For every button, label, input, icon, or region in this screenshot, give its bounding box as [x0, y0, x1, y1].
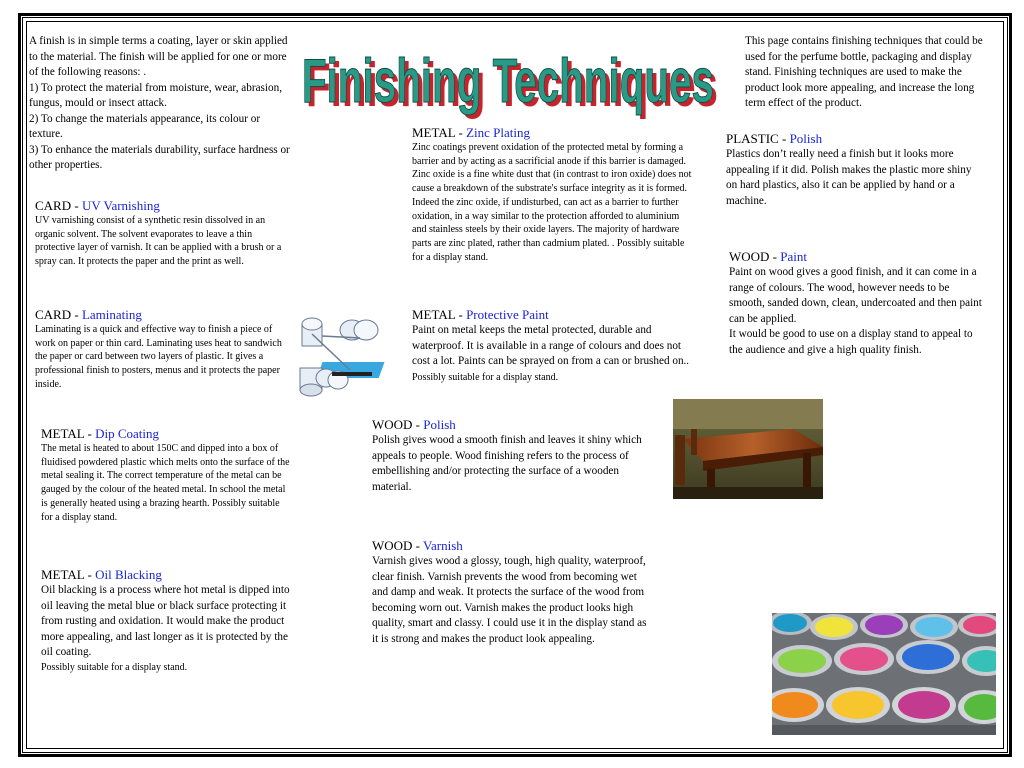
section-metal-dip-coating: [41, 426, 293, 524]
section-body-continued: It would be good to use on a display stand to appeal to the audience and give a high quality finish.: [729, 328, 973, 356]
section-material: WOOD -: [372, 417, 424, 432]
section-metal-protective-paint: [412, 307, 694, 385]
section-body: Laminating is a quick and effective way to finish a piece of work on paper or thin card. Laminating uses heat to sandwich the paper or card between two layers of plastic. It gives a professional finish to posters, menus and it protects the paper inside.: [35, 324, 282, 390]
section-body: Varnish gives wood a glossy, tough, high quality, waterproof, clear finish. Varnish prevents the wood from becoming wet and damp and weak. It protects the surface of the wood from becoming worn out. Varnish makes the product looks high quality, smart and classy. I could use it in the display stand as it is strong and makes the product look appealing.: [372, 555, 647, 645]
intro-reason-3: 3) To enhance the materials durability, surface hardness or other properties.: [29, 143, 290, 171]
section-body: Zinc coatings prevent oxidation of the protected metal by forming a barrier and by acting as a sacrificial anode if this barrier is damaged. Zinc oxide is a fine white dust that (in contrast to iron oxide) does not cause a breakdown of the substrate's surface integrity as it is formed. Indeed the zinc oxide, if undisturbed, can act as a barrier to further oxidation, in a way similar to the protection afforded to aluminium and stainless steels by their oxide layers. The majority of hardware parts are zinc plated, rather than cadmium plated. . Possibly suitable for a display stand.: [412, 142, 692, 263]
section-body: Polish gives wood a smooth finish and leaves it shiny which appeals to people. Wood finishing refers to the process of embellishing and/or protecting the surface of a wooden material.: [372, 434, 642, 493]
section-wood-varnish: [372, 538, 652, 647]
section-note: . Possibly suitable for a display stand.: [412, 356, 689, 383]
paint-cans-photo: [772, 613, 996, 735]
section-material: WOOD -: [372, 538, 424, 553]
section-plastic-polish: [726, 131, 978, 209]
wooden-table-photo: [673, 399, 823, 499]
section-technique: Dip Coating: [95, 426, 159, 441]
section-card-laminating: [35, 307, 287, 392]
section-body: Paint on wood gives a good finish, and it can come in a range of colours. The wood, however needs to be smooth, sanded down, clean, undercoated and then paint can be applied.: [729, 266, 982, 325]
section-technique: Polish: [423, 417, 456, 432]
section-metal-zinc-plating: [412, 125, 694, 264]
section-material: CARD -: [35, 198, 82, 213]
section-card-uv-varnishing: [35, 198, 287, 269]
intro-block: [29, 34, 291, 174]
section-body: Plastics don’t really need a finish but it looks more appealing if it did. Polish makes the plastic more shiny on hard plastics, also it can be applied by hand or a machine.: [726, 148, 972, 207]
title-text: Finishing Techniques: [302, 47, 714, 116]
section-technique: Zinc Plating: [466, 125, 530, 140]
section-material: METAL -: [41, 567, 96, 582]
section-material: PLASTIC -: [726, 131, 790, 146]
intro-reason-2: 2) To change the materials appearance, its colour or texture.: [29, 112, 261, 140]
section-technique: Protective Paint: [466, 307, 549, 322]
section-wood-polish: [372, 417, 654, 495]
section-material: METAL -: [412, 125, 467, 140]
section-metal-oil-blacking: [41, 567, 293, 674]
section-technique: UV Varnishing: [81, 198, 160, 213]
intro-paragraph: A finish is in simple terms a coating, layer or skin applied to the material. The finish will be applied for one or more of the following reasons: .: [29, 35, 288, 78]
section-body: Paint on metal keeps the metal protected, durable and waterproof. It is available in a range of colours and does not cost a lot. Paints can be sprayed on from a can or brushed on.: [412, 324, 687, 367]
section-body: UV varnishing consist of a synthetic resin dissolved in an organic solvent. The solvent evaporates to leave a thin protective layer of varnish. It can be applied with a brush or a spray can. It protects the paper and the print as well.: [35, 215, 282, 268]
section-note: Possibly suitable for a display stand.: [41, 661, 188, 673]
section-technique: Laminating: [81, 307, 142, 322]
section-wood-paint: [729, 249, 984, 358]
laminator-illustration: [292, 314, 404, 402]
section-body: The metal is heated to about 150C and dipped into a box of fluidised powdered plastic which melts onto the surface of the metal sealing it. The correct temperature of the metal can be gauged by the colour of the heated metal. In school the metal is generally heated using a brazing hearth. Possibly suitable for a display stand.: [41, 443, 290, 523]
intro-reason-1: 1) To protect the material from moisture, wear, abrasion, fungus, mould or insect attack.: [29, 81, 282, 109]
section-material: CARD -: [35, 307, 82, 322]
title-shadow: Finishing Techniques: [306, 51, 718, 120]
page-title: [290, 24, 730, 120]
section-material: METAL -: [41, 426, 96, 441]
section-material: METAL -: [412, 307, 467, 322]
section-technique: Polish: [789, 131, 823, 146]
side-note-text: This page contains finishing techniques that could be used for the perfume bottle, packaging and display stand. Finishing techniques are used to make the product look more appealing, and increase the long term effect of the product.: [745, 35, 983, 109]
side-note: [745, 34, 997, 112]
section-technique: Oil Blacking: [95, 567, 162, 582]
section-body: Oil blacking is a process where hot metal is dipped into oil leaving the metal blue or black surface protecting it from rusting and oxidation. It would make the product more appealing, and last longer as it is protected by the oil coating.: [41, 584, 290, 658]
section-technique: Paint: [780, 249, 807, 264]
section-material: WOOD -: [729, 249, 781, 264]
section-technique: Varnish: [423, 538, 463, 553]
